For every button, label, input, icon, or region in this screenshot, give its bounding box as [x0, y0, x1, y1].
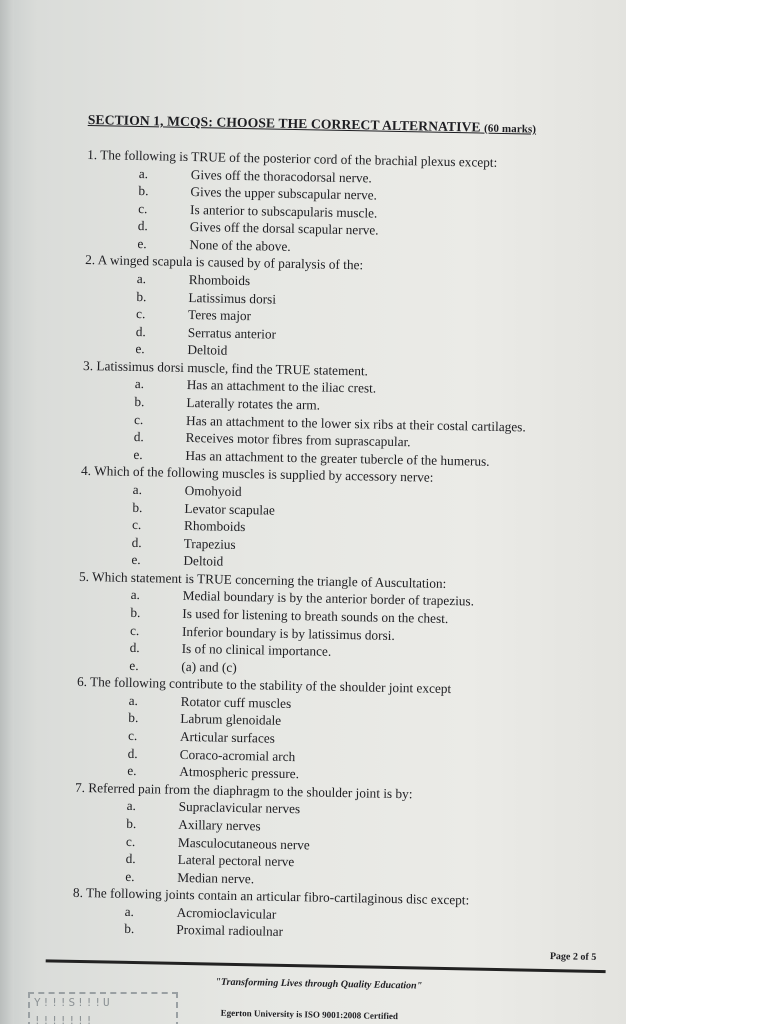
option-text: Latissimus dorsi	[188, 289, 277, 307]
option-letter: b.	[134, 393, 145, 410]
option-letter: a.	[136, 270, 147, 287]
option-text: Axillary nerves	[178, 816, 261, 834]
footer-motto: "Transforming Lives through Quality Education"	[215, 976, 423, 992]
question-block	[79, 462, 609, 578]
option-text: Gives off the dorsal scapular nerve.	[189, 219, 379, 238]
option-text: Is of no clinical importance.	[181, 641, 332, 659]
option-letter: a.	[138, 165, 149, 181]
option-letter: d.	[125, 850, 136, 867]
option-text: Levator scapulae	[184, 500, 275, 518]
exam-sheet	[71, 112, 616, 1022]
option-text: Labrum glenoidale	[180, 711, 282, 729]
question-block	[83, 251, 613, 367]
option-letter: b.	[128, 710, 139, 726]
question-text: 5. Which statement is TRUE concerning the triangle of Auscultation:	[78, 568, 447, 591]
option-letter: a.	[124, 903, 135, 919]
option-text: Serratus anterior	[187, 324, 277, 342]
option-letter: b.	[126, 815, 137, 831]
option-text: Deltoid	[183, 553, 224, 569]
option-text: Laterally rotates the arm.	[186, 394, 321, 413]
option-letter: d.	[131, 534, 142, 550]
option-text: Rhomboids	[188, 271, 251, 289]
option-letter: c.	[125, 833, 136, 849]
question-block	[75, 673, 605, 789]
option-letter: c.	[133, 411, 144, 427]
option-letter: d.	[135, 323, 146, 339]
option-text: Articular surfaces	[179, 728, 276, 746]
option-letter: a.	[126, 798, 137, 814]
option-text: Gives off the thoracodorsal nerve.	[190, 166, 372, 185]
option-list	[75, 691, 605, 789]
option-list	[83, 269, 613, 367]
section-marks: (60 marks)	[483, 122, 537, 136]
option-letter: c.	[127, 727, 138, 744]
option-text: None of the above.	[189, 236, 291, 254]
option-letter: d.	[127, 745, 138, 761]
option-text: Medial boundary is by the anterior border of trapezius.	[182, 588, 475, 609]
question-text: 4. Which of the following muscles is supplied by accessory nerve:	[80, 463, 434, 486]
section-title: SECTION 1, MCQS: CHOOSE THE CORRECT ALTERNATIVE	[87, 112, 481, 135]
option-text: Teres major	[187, 307, 252, 324]
question-block	[81, 357, 611, 473]
option-text: Supraclavicular nerves	[178, 799, 301, 817]
option-text: Lateral pectoral nerve	[177, 851, 295, 870]
option-letter: e.	[133, 446, 143, 462]
option-letter: b.	[138, 183, 149, 199]
footer-university: Egerton University is ISO 9001:2008 Certified	[220, 1007, 399, 1022]
paper-binding-edge	[0, 0, 14, 1024]
option-letter: c.	[135, 306, 146, 322]
footer-rule	[46, 959, 606, 973]
question-list	[72, 146, 615, 947]
question-block	[85, 146, 615, 262]
option-text: Gives the upper subscapular nerve.	[190, 184, 378, 203]
option-letter: a.	[134, 376, 145, 392]
option-letter: b.	[130, 604, 141, 621]
question-text: 7. Referred pain from the diaphragm to the shoulder joint is by:	[74, 779, 413, 802]
option-text: Receives motor fibres from suprascapular.	[185, 430, 411, 450]
option-list	[79, 480, 609, 578]
option-text: Median nerve.	[177, 869, 255, 887]
option-letter: d.	[137, 218, 148, 234]
option-letter: e.	[135, 341, 145, 357]
option-text: Is used for listening to breath sounds on the chest.	[182, 605, 449, 626]
question-text: 3. Latissimus dorsi muscle, find the TRUE statement.	[82, 357, 369, 379]
question-text: 1. The following is TRUE of the posterior cord of the brachial plexus except:	[87, 146, 498, 170]
option-text: (a) and (c)	[181, 658, 237, 675]
option-text: Is anterior to subscapularis muscle.	[190, 201, 378, 221]
option-text: Acromioclavicular	[176, 904, 277, 922]
question-block	[72, 884, 601, 947]
option-letter: d.	[133, 429, 144, 445]
option-letter: e.	[125, 868, 135, 884]
option-text: Inferior boundary is by latissimus dorsi.	[181, 623, 395, 643]
option-letter: d.	[129, 640, 140, 656]
option-list	[81, 374, 611, 472]
question-text: 8. The following joints contain an articular fibro-cartilaginous disc except:	[72, 885, 470, 908]
library-stamp	[28, 992, 178, 1024]
option-text: Deltoid	[187, 342, 228, 359]
option-letter: b.	[124, 921, 135, 937]
option-text: Rotator cuff muscles	[180, 693, 292, 711]
option-letter: c.	[138, 200, 148, 216]
option-letter: c.	[129, 622, 140, 638]
option-text: Has an attachment to the iliac crest.	[186, 377, 377, 397]
question-block	[77, 568, 607, 684]
page-number: Page 2 of 5	[549, 951, 597, 963]
option-letter: a.	[132, 481, 143, 498]
option-text: Masculocutaneous nerve	[177, 834, 310, 852]
stamp-text: Y!!!S!!!U !!!!!!!	[34, 996, 112, 1024]
option-letter: e.	[127, 763, 137, 779]
section-heading	[88, 112, 616, 138]
option-letter: a.	[130, 587, 141, 603]
option-text: Atmospheric pressure.	[179, 764, 300, 782]
option-text: Omohyoid	[184, 482, 242, 499]
question-text: 6. The following contribute to the stability of the shoulder joint except	[76, 674, 452, 697]
question-text: 2. A winged scapula is caused by of paralysis of the:	[85, 252, 364, 273]
option-text: Coraco-acromial arch	[179, 746, 296, 764]
option-letter: e.	[137, 235, 147, 252]
option-letter: b.	[132, 499, 143, 515]
option-list	[85, 163, 615, 261]
question-block	[73, 779, 603, 895]
option-text: Has an attachment to the lower six ribs at their costal cartilages.	[185, 412, 526, 435]
option-list	[73, 796, 603, 894]
option-list	[77, 585, 607, 683]
option-text: Has an attachment to the greater tubercle of the humerus.	[185, 447, 490, 469]
option-letter: e.	[131, 552, 141, 568]
option-letter: c.	[131, 517, 142, 533]
option-letter: a.	[128, 692, 139, 708]
option-text: Trapezius	[183, 535, 236, 552]
option-letter: e.	[129, 657, 139, 673]
option-text: Rhomboids	[183, 518, 246, 535]
option-text: Proximal radioulnar	[176, 922, 284, 940]
option-letter: b.	[136, 288, 147, 304]
